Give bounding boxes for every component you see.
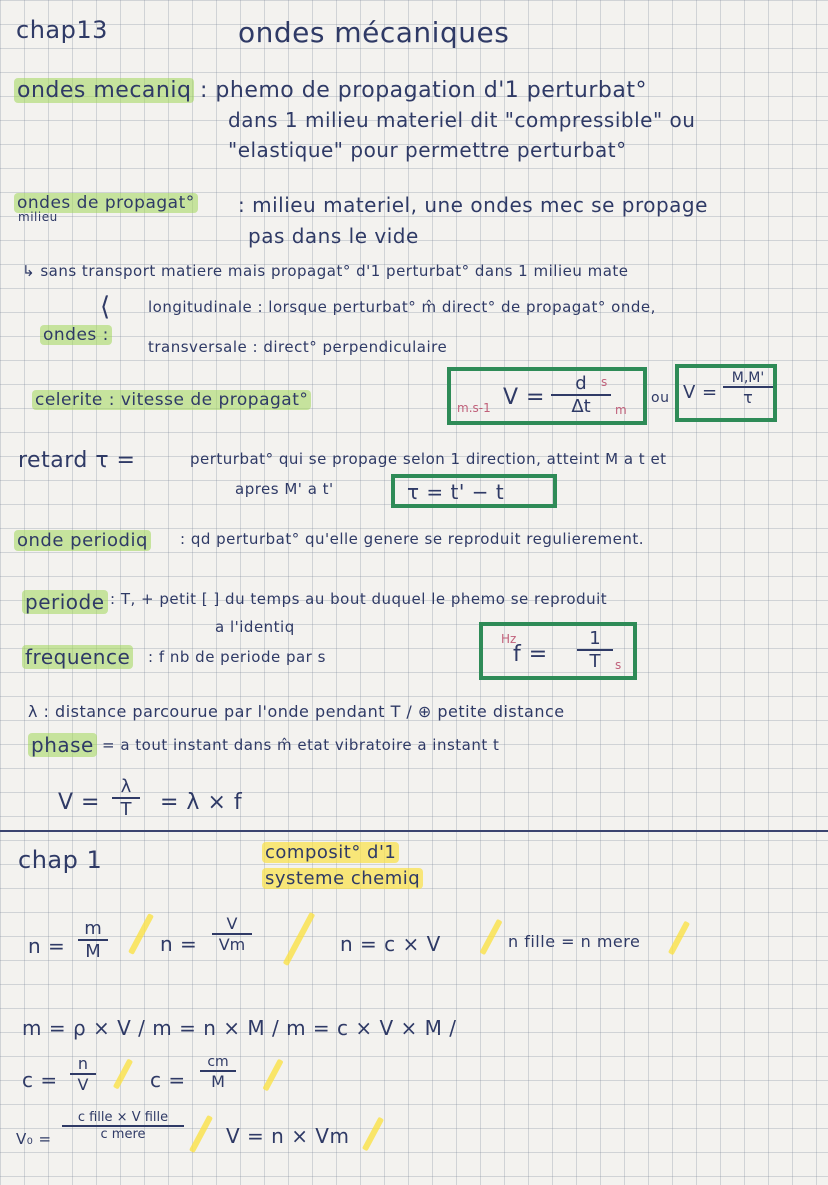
celerite-formula-box: m.s-1 V = d Δt s m — [447, 367, 647, 425]
c-formula-1-fraction: n V — [70, 1054, 96, 1094]
v0-formula-lhs: V₀ = — [16, 1130, 52, 1148]
milieu-line-1: : milieu materiel, une ondes mec se propage — [238, 193, 708, 217]
phase-text: = a tout instant dans m̂ etat vibratoire a instant t — [102, 736, 500, 754]
chapter-1-label: chap 1 — [18, 846, 103, 874]
definition-line-3: "elastique" pour permettre perturbat° — [228, 138, 627, 162]
frequence-formula-box: Hz f = 1 T s — [479, 622, 637, 680]
definition-line-2: dans 1 milieu materiel dit "compressible" ou — [228, 108, 696, 132]
ondes-transversale: transversale : direct° perpendiculaire — [148, 338, 448, 356]
periodique-text: : qd perturbat° qu'elle genere se reproduit regulierement. — [180, 530, 644, 548]
retard-line-1: perturbat° qui se propage selon 1 direction, atteint M a t et — [190, 450, 667, 468]
term-milieu-sub: milieu — [18, 210, 58, 224]
chapter-label: chap13 — [16, 16, 108, 44]
separator-mark — [362, 1117, 384, 1152]
separator-mark — [128, 913, 154, 955]
chapter-1-title-2: systeme chemiq — [262, 868, 423, 889]
v0-formula-fraction: c fille × V fille c mere — [62, 1110, 184, 1142]
separator-mark — [113, 1058, 133, 1089]
brace-glyph: ⟨ — [100, 292, 111, 322]
term-ondes-mecaniques: ondes mecaniq — [14, 78, 194, 103]
v-formula-fraction: λ T — [112, 776, 140, 820]
ondes-longitudinale: longitudinale : lorsque perturbat° m̂ direct° de propagat° onde, — [148, 298, 656, 316]
v-formula-lhs: V = — [58, 790, 100, 815]
celerite-label: celerite : vitesse de propagat° — [32, 390, 311, 410]
separator-mark — [283, 912, 316, 966]
separator-mark — [479, 919, 502, 955]
term-onde-periodique: onde periodiq — [14, 530, 151, 551]
definition-line-1: : phemo de propagation d'1 perturbat° — [200, 78, 647, 103]
c-formula-2-fraction: cm M — [200, 1054, 236, 1091]
periode-line-1: : T, + petit [ ] du temps au bout duquel le phemo se reproduit — [110, 590, 608, 608]
celerite-alt-formula-box: V = M,M' τ — [675, 364, 777, 422]
term-phase: phase — [28, 733, 97, 757]
frequence-text: : f nb de periode par s — [148, 648, 326, 666]
separator-mark — [189, 1115, 213, 1153]
lambda-line: λ : distance parcourue par l'onde pendant T / ⊕ petite distance — [28, 702, 565, 721]
n-formula-1-fraction: m M — [78, 918, 108, 962]
transport-line: ↳ sans transport matiere mais propagat° d'1 perturbat° dans 1 milieu mate — [22, 262, 629, 280]
periode-line-2: a l'identiq — [215, 618, 295, 636]
term-frequence: frequence — [22, 645, 133, 669]
page-title: ondes mécaniques — [238, 16, 510, 49]
section-divider — [0, 830, 828, 832]
retard-formula-box: τ = t' − t — [391, 474, 557, 508]
v-formula-nvm: V = n × Vm — [226, 1124, 350, 1148]
n-formula-3: n = c × V — [340, 932, 441, 956]
m-formulas-row: m = ρ × V / m = n × M / m = c × V × M / — [22, 1016, 457, 1040]
n-formula-2-lhs: n = — [160, 932, 198, 956]
chapter-1-title-1: composit° d'1 — [262, 842, 399, 863]
n-formula-4: n fille = n mere — [508, 932, 641, 951]
milieu-line-2: pas dans le vide — [248, 224, 419, 248]
c-formula-1-lhs: c = — [22, 1068, 58, 1092]
n-formula-1-lhs: n = — [28, 934, 66, 958]
or-word: ou — [651, 390, 670, 406]
separator-mark — [262, 1059, 283, 1092]
c-formula-2-lhs: c = — [150, 1068, 186, 1092]
retard-label: retard τ = — [18, 448, 136, 473]
term-periode: periode — [22, 590, 108, 614]
n-formula-2-fraction: V Vm — [212, 914, 252, 954]
retard-line-2: apres M' a t' — [235, 480, 334, 498]
term-milieu-propagation: ondes de propagat° — [14, 193, 198, 213]
ondes-label: ondes : — [40, 325, 112, 345]
separator-mark — [668, 921, 690, 956]
v-formula-rest: = λ × f — [160, 790, 243, 815]
